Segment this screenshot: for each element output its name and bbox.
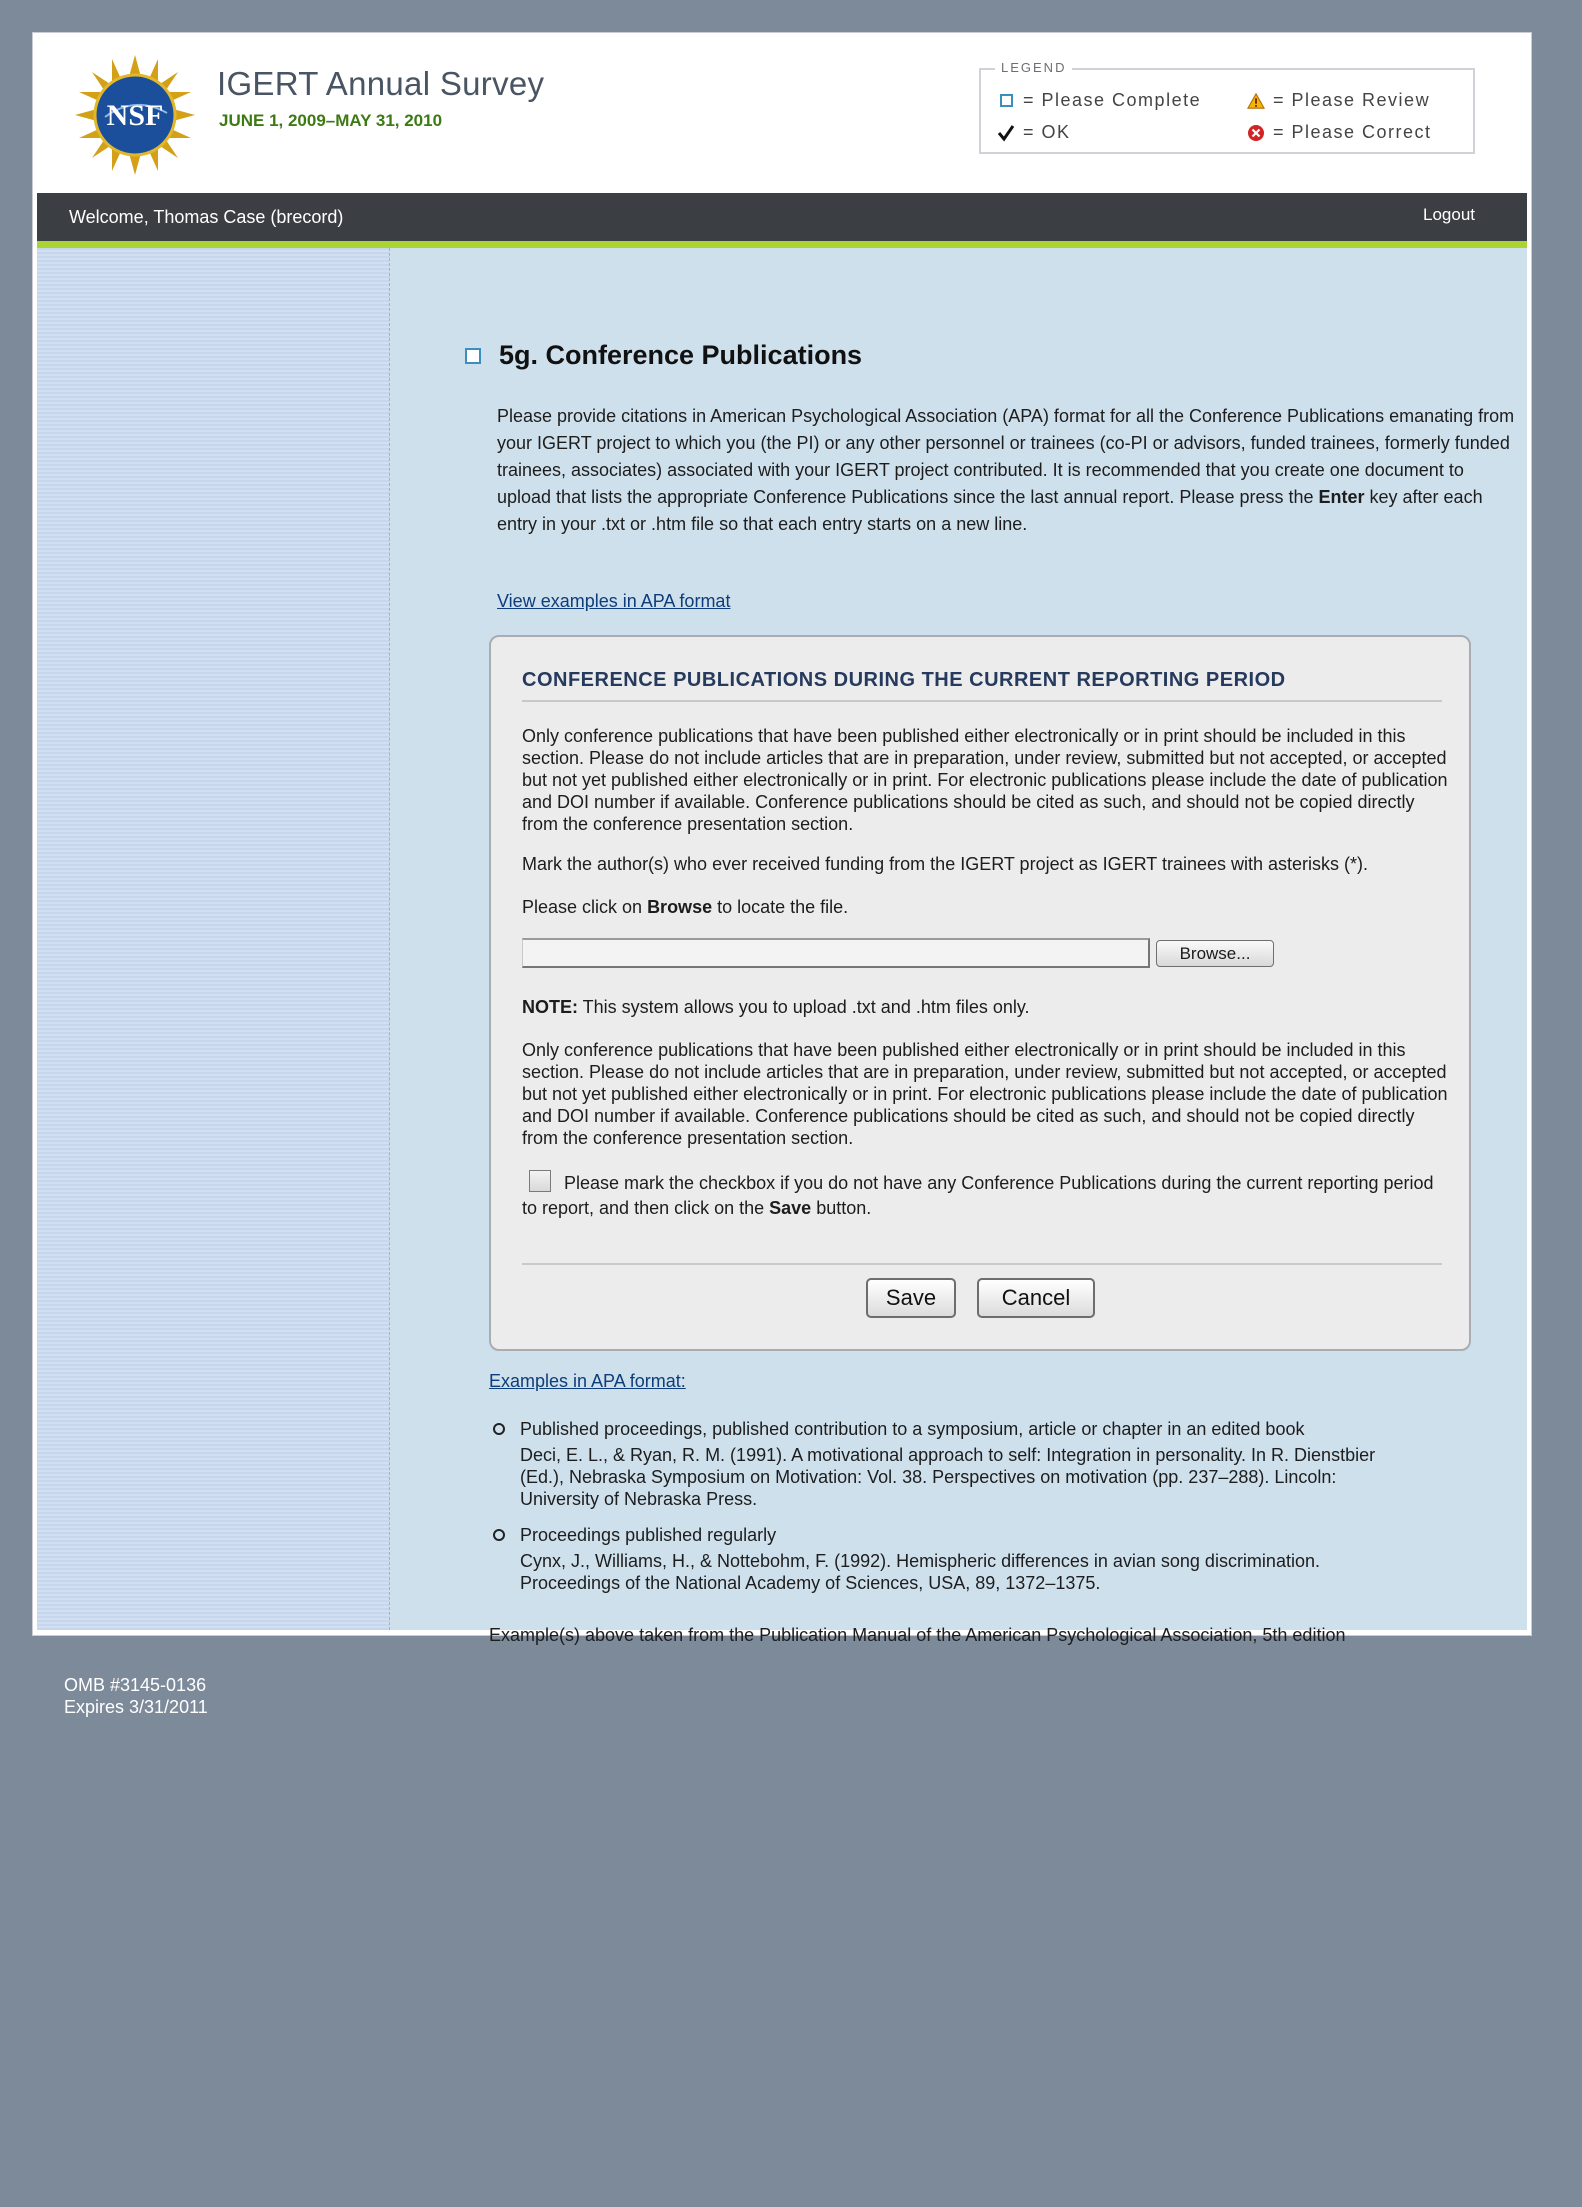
- examples-link[interactable]: Examples in APA format:: [489, 1371, 686, 1391]
- panel-divider: [522, 1263, 1442, 1265]
- page-frame: [32, 32, 1532, 1645]
- legend: [979, 60, 1475, 154]
- save-button[interactable]: Save: [866, 1278, 956, 1318]
- section-title: 5g. Conference Publications: [499, 340, 863, 370]
- example-citation: Deci, E. L., & Ryan, R. M. (1991). A motivational approach to self: Integration in personality. In R. Dienstbier (Ed.), Nebraska Symposium on Motivation: Vol. 38. Perspectives on motivation (pp. 237–288). Lincoln: University of Nebraska Press.: [520, 1445, 1376, 1509]
- legend-label: = Please Review: [1273, 90, 1431, 110]
- instructions-paragraph: Only conference publications that have been published either electronically or in print should be included in this section. Please do not include articles that are in preparation, under review, submitted but not accepted, or accepted but not yet published either electronically or in print. For electronic publications please include the date of publication and DOI number if available. Conference publications should be cited as such, and should not be copied directly from the conference presentation section.: [522, 1040, 1448, 1148]
- view-examples-link[interactable]: View examples in APA format: [497, 591, 731, 611]
- example-type: Proceedings published regularly: [520, 1525, 777, 1545]
- error-icon: [1247, 124, 1265, 142]
- legend-label: = Please Correct: [1273, 122, 1432, 142]
- list-item: [489, 1418, 1449, 1510]
- upload-note: NOTE: This system allows you to upload .txt and .htm files only.: [522, 997, 1030, 1017]
- survey-period: JUNE 1, 2009–MAY 31, 2010: [219, 111, 443, 130]
- header: [37, 33, 1527, 193]
- file-path-input[interactable]: [522, 938, 1150, 968]
- expiration-date: Expires 3/31/2011: [64, 1697, 208, 1717]
- legend-label: = OK: [1023, 122, 1071, 142]
- logout-link[interactable]: Logout: [1423, 205, 1475, 224]
- asterisk-instructions: Mark the author(s) who ever received funding from the IGERT project as IGERT trainees with asterisks (*).: [522, 854, 1369, 874]
- warning-icon: [1247, 92, 1265, 110]
- examples-list: [489, 1418, 1449, 1608]
- checkbox-label: Please mark the checkbox if you do not have any Conference Publications during the current reporting period to report, and then click on the Save button.: [522, 1173, 1434, 1218]
- legend-item-review: [1247, 90, 1430, 111]
- empty-square-icon: [997, 92, 1015, 110]
- example-type: Published proceedings, published contribution to a symposium, article or chapter in an edited book: [520, 1419, 1305, 1439]
- panel-title: CONFERENCE PUBLICATIONS DURING THE CURRENT REPORTING PERIOD: [522, 669, 1442, 702]
- instructions-paragraph: Only conference publications that have been published either electronically or in print should be included in this section. Please do not include articles that are in preparation, under review, submitted but not accepted, or accepted but not yet published either electronically or in print. For electronic publications please include the date of publication and DOI number if available. Conference publications should be cited as such, and should not be copied directly from the conference presentation section.: [522, 726, 1448, 834]
- example-citation: Cynx, J., Williams, H., & Nottebohm, F. (1992). Hemispheric differences in avian song discrimination. Proceedings of the National Academy of Sciences, USA, 89, 1372–1375.: [520, 1551, 1320, 1593]
- app-title: IGERT Annual Survey: [217, 65, 545, 102]
- list-item: [489, 1524, 1449, 1594]
- nsf-seal-icon: [75, 55, 195, 175]
- browse-button[interactable]: Browse...: [1156, 940, 1274, 967]
- intro-text: Please provide citations in American Psychological Association (APA) format for all the Conference Publications emanating from your IGERT project to which you (the PI) or any other personnel or trainees (co-PI or advisors, funded trainees, formerly funded trainees, associates) associated with your IGERT project contributed. It is recommended that you create one document to upload that lists the appropriate Conference Publications since the last annual report. Please press the Enter key after each entry in your .txt or .htm file so that each entry starts on a new line.: [497, 406, 1515, 534]
- sidebar: [37, 248, 390, 1630]
- welcome-text: Welcome, Thomas Case (brecord): [69, 207, 344, 227]
- legend-label: = Please Complete: [1023, 90, 1202, 110]
- cancel-button[interactable]: Cancel: [977, 1278, 1095, 1318]
- empty-square-icon: [465, 348, 481, 364]
- legend-item-complete: [997, 90, 1201, 111]
- svg-text:NSF: NSF: [106, 99, 164, 132]
- checkmark-icon: [997, 124, 1015, 142]
- legend-title: LEGEND: [995, 60, 1072, 75]
- accent-divider: [37, 241, 1527, 248]
- omb-number: OMB #3145-0136: [64, 1675, 207, 1695]
- browse-instructions: Please click on Browse to locate the file.: [522, 897, 849, 917]
- bullet-icon: [493, 1423, 505, 1435]
- legend-item-correct: [1247, 122, 1432, 143]
- section-header: [465, 340, 862, 371]
- bullet-icon: [493, 1529, 505, 1541]
- publications-panel: [489, 635, 1471, 1351]
- omb-notice: [64, 1674, 208, 1718]
- nsf-logo: [75, 55, 195, 175]
- examples-footnote: Example(s) above taken from the Publication Manual of the American Psychological Association, 5th edition: [489, 1625, 1346, 1645]
- main-content: [390, 248, 1527, 1645]
- legend-item-ok: [997, 122, 1071, 143]
- top-nav-bar: [37, 193, 1527, 241]
